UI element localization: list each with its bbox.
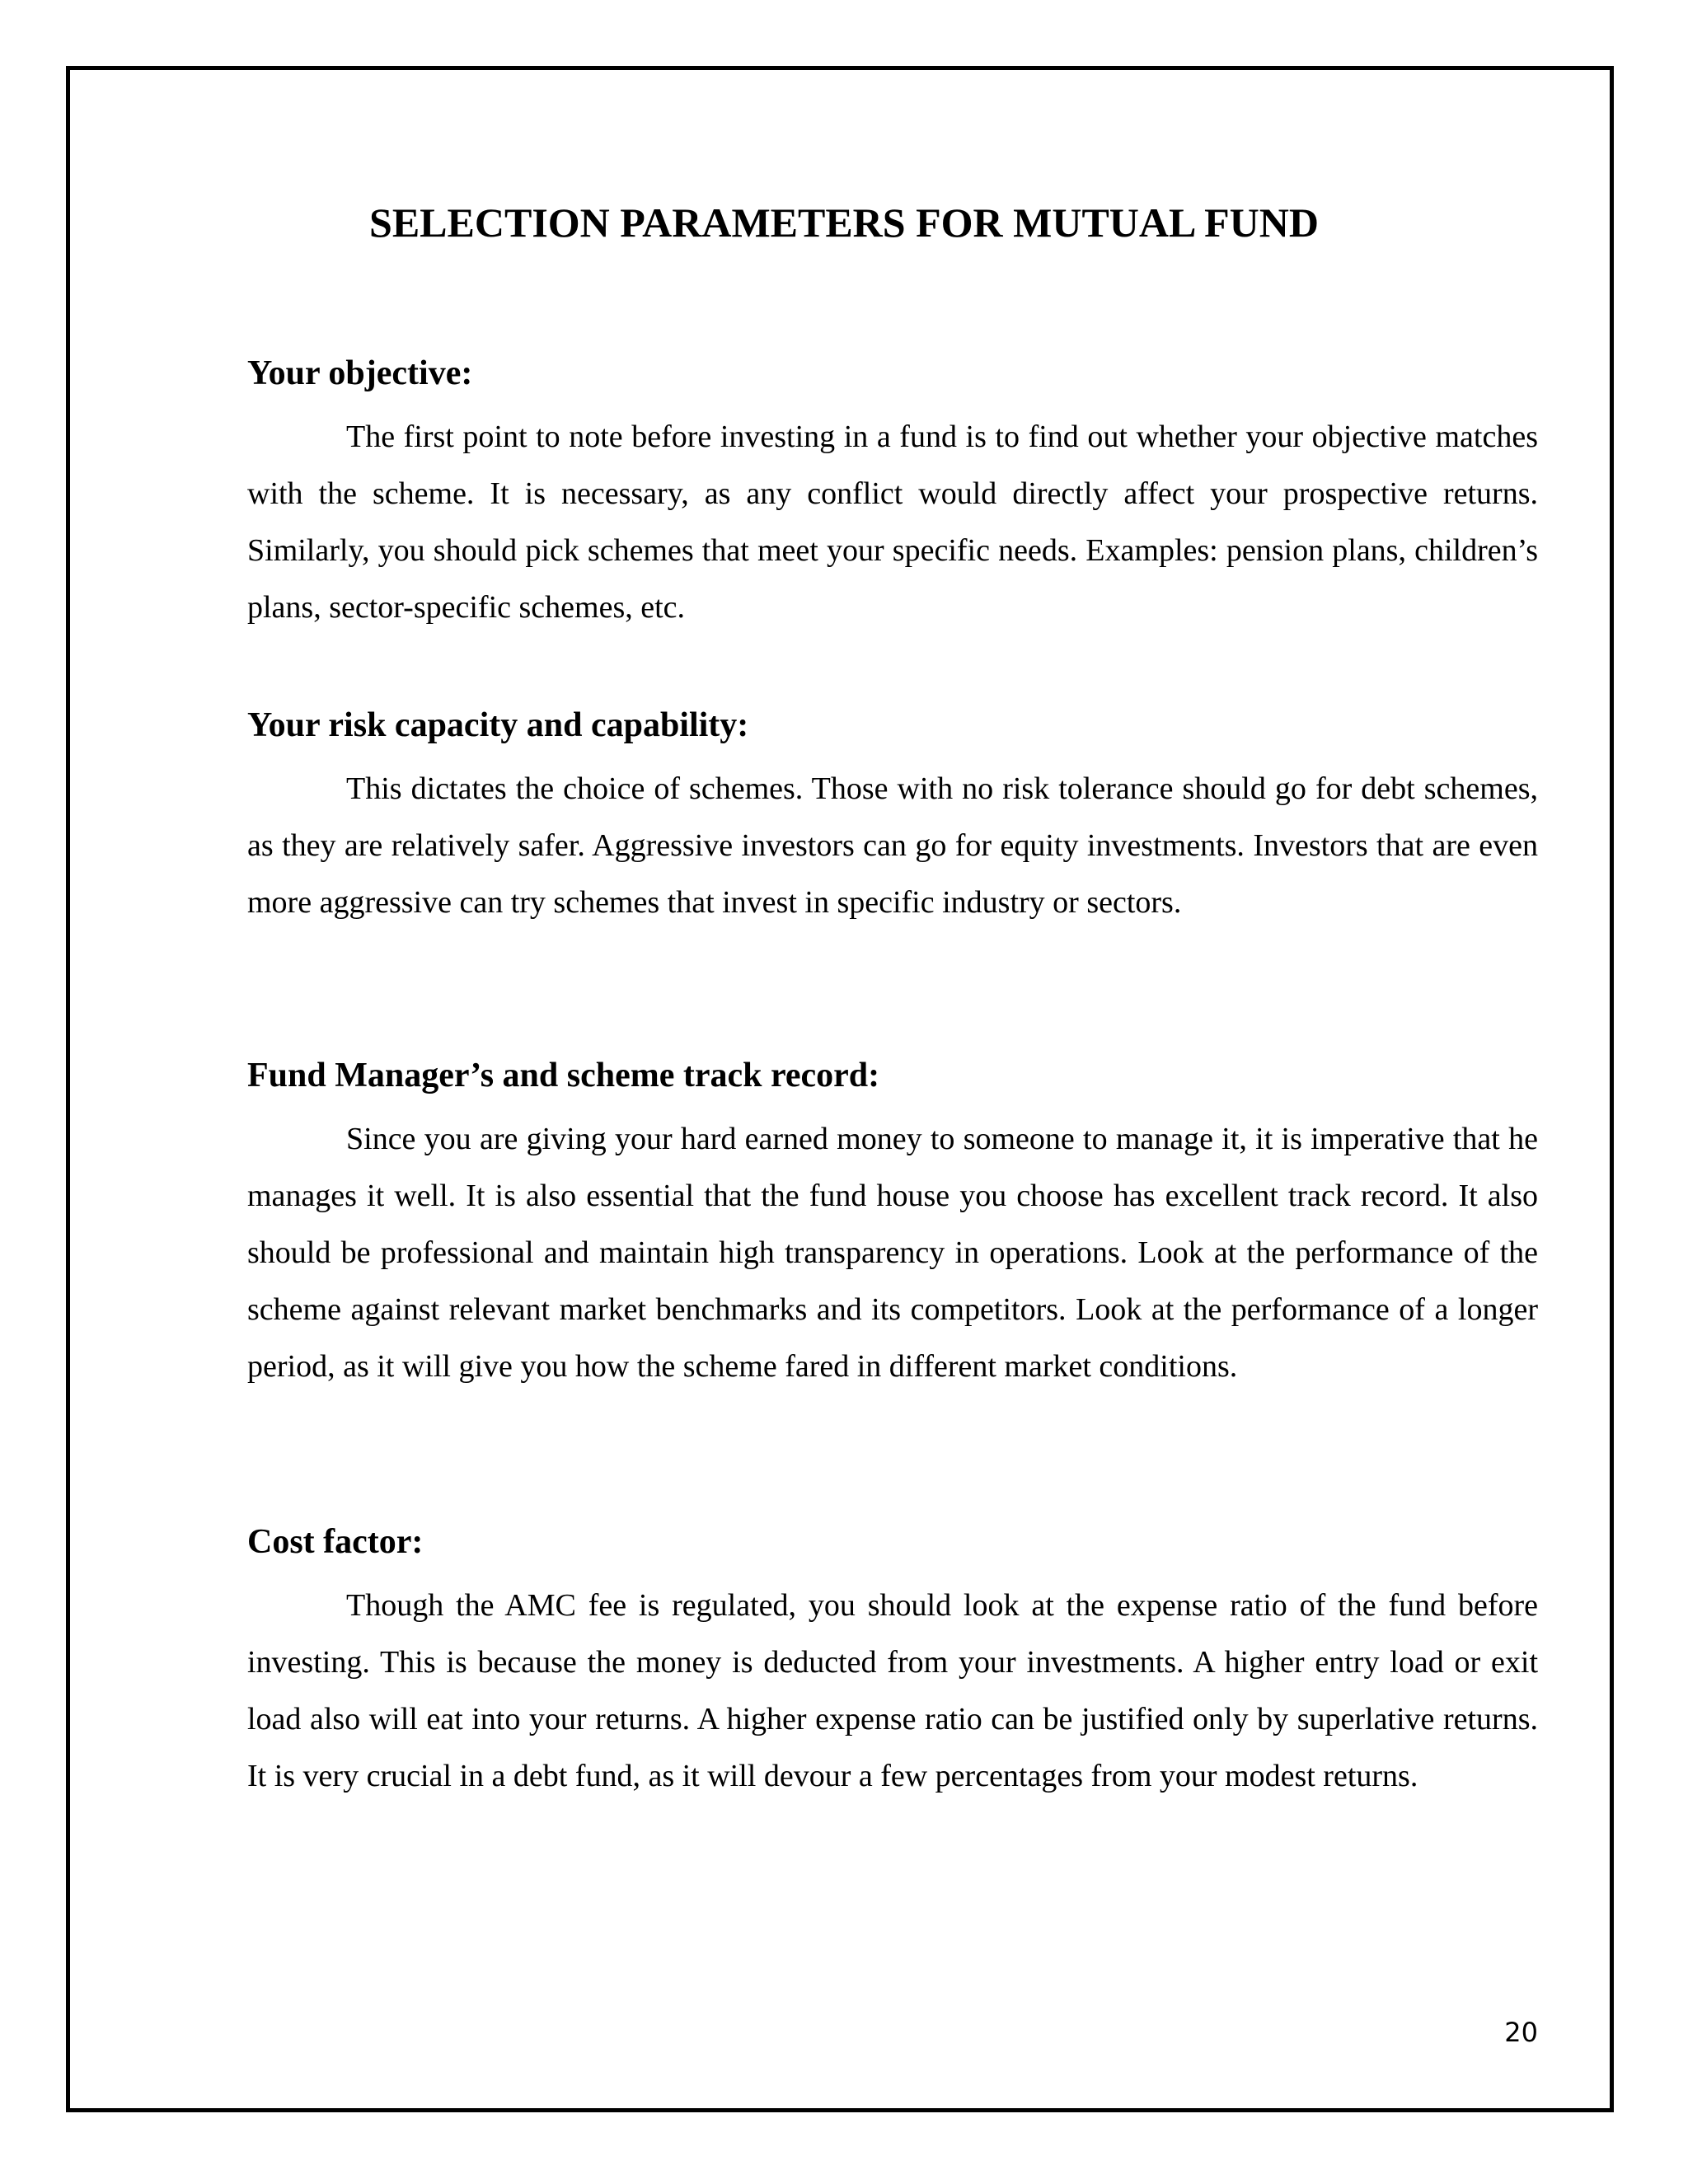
page-number: 20 <box>1504 2017 1538 2048</box>
section-heading: Cost factor: <box>247 1523 424 1561</box>
section-your-objective <box>247 353 1538 636</box>
section-body: The first point to note before investing in a fund is to find out whether your objective matches with the scheme. It is necessary, as any conflict would directly affect your prospective returns. Similarly, you should pick schemes that meet your specific needs. Examples: pension plans, children’s plans, sector-specific schemes, etc. <box>247 419 1538 625</box>
section-heading: Fund Manager’s and scheme track record: <box>247 1057 880 1094</box>
section-body: Since you are giving your hard earned money to someone to manage it, it is imperative that he manages it well. It is also essential that the fund house you choose has excellent track record. It also should be professional and maintain high transparency in operations. Look at the performance of the scheme against relevant market benchmarks and its competitors. Look at the performance of a longer period, as it will give you how the scheme fared in different market conditions. <box>247 1122 1538 1384</box>
page-title: SELECTION PARAMETERS FOR MUTUAL FUND <box>369 199 1319 246</box>
section-body: Though the AMC fee is regulated, you should look at the expense ratio of the fund before investing. This is because the money is deducted from your investments. A higher entry load or exit load also will eat into your returns. A higher expense ratio can be justified only by superlative returns. It is very crucial in a debt fund, as it will devour a few percentages from your modest returns. <box>247 1588 1538 1793</box>
section-body: This dictates the choice of schemes. Those with no risk tolerance should go for debt schemes, as they are relatively safer. Aggressive investors can go for equity investments. Investors that are even more aggressive can try schemes that invest in specific industry or sectors. <box>247 771 1538 920</box>
section-heading: Your risk capacity and capability: <box>247 706 749 744</box>
section-heading: Your objective: <box>247 354 473 392</box>
section-risk-capacity <box>247 705 1538 931</box>
section-cost-factor <box>247 1521 1538 1805</box>
section-fund-manager-track-record <box>247 1055 1538 1395</box>
